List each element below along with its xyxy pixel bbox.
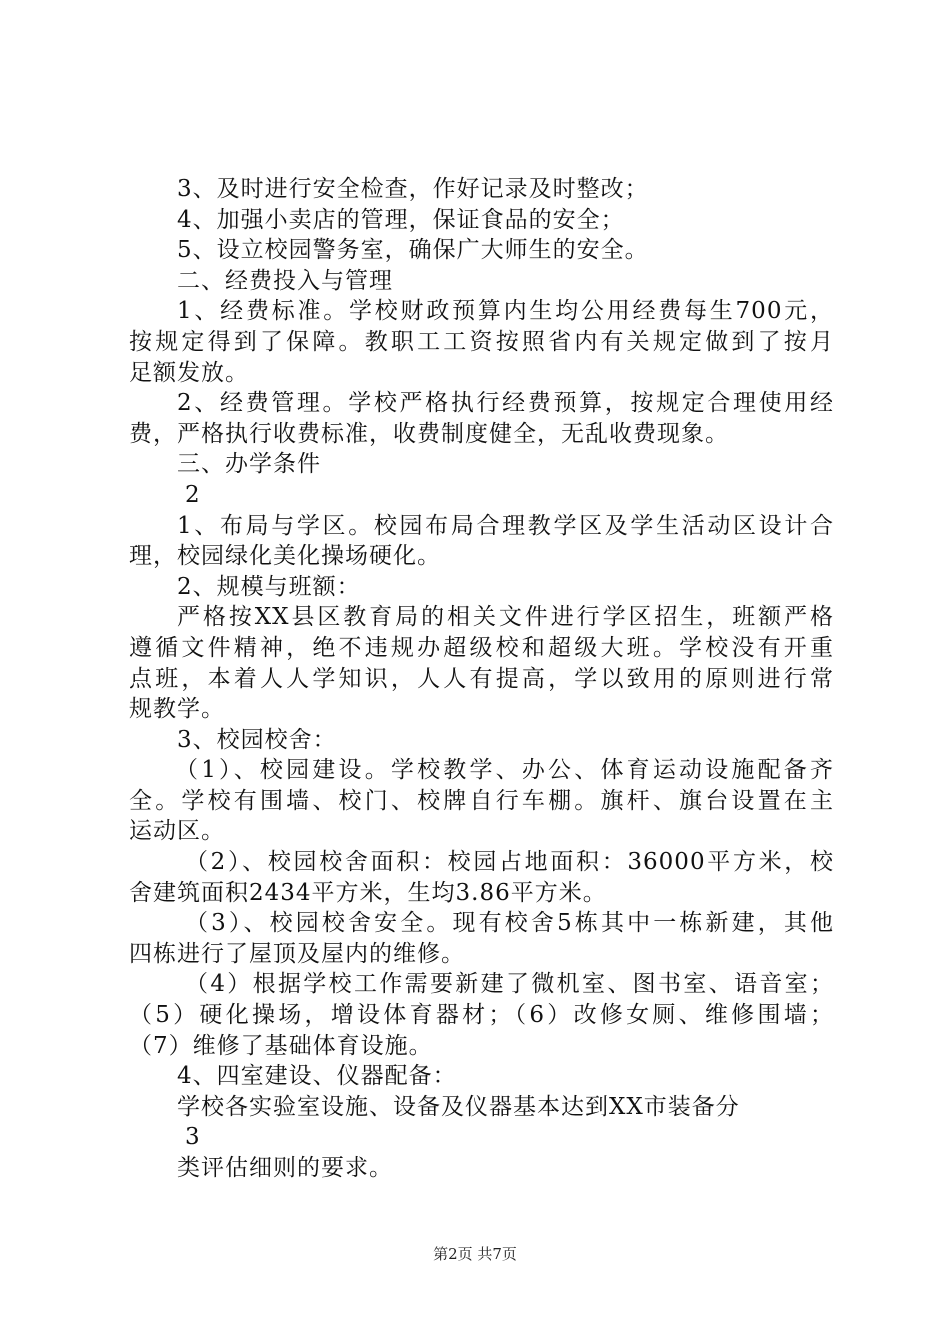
inline-page-number: 2 — [185, 481, 201, 508]
section-heading: 二、经费投入与管理 — [177, 267, 393, 294]
text-line: 学校各实验室设施、设备及仪器基本达到XX市装备分 — [177, 1093, 740, 1120]
text-line: （3）、校园校舍安全。现有校舍5栋其中一栋新建，其他 — [185, 910, 834, 937]
document-body — [129, 174, 834, 1184]
text-line: 按规定得到了保障。教职工工资按照省内有关规定做到了按月 — [129, 328, 834, 355]
text-line: 3、及时进行安全检查，作好记录及时整改； — [177, 176, 649, 202]
text-line: 4、加强小卖店的管理，保证食品的安全； — [177, 206, 625, 233]
text-line: 四栋进行了屋顶及屋内的维修。 — [129, 940, 465, 967]
text-line: 费，严格执行收费标准，收费制度健全，无乱收费现象。 — [129, 420, 729, 447]
text-line: 舍建筑面积2434平方米，生均3.86平方米。 — [129, 879, 607, 906]
page-footer: 第2页 共7页 — [433, 1245, 517, 1263]
text-line: 严格按XX县区教育局的相关文件进行学区招生，班额严格 — [177, 604, 834, 631]
text-line: （5）硬化操场，增设体育器材；（6）改修女厕、维修围墙； — [129, 1002, 834, 1029]
text-line: 运动区。 — [129, 818, 225, 845]
text-line: 规教学。 — [129, 696, 225, 723]
text-line: 2、规模与班额： — [177, 573, 361, 600]
inline-page-number: 3 — [185, 1124, 201, 1151]
text-line: 5、设立校园警务室，确保广大师生的安全。 — [177, 237, 649, 264]
text-line: （1）、校园建设。学校教学、办公、体育运动设施配备齐 — [175, 757, 834, 784]
text-line: （2）、校园校舍面积：校园占地面积：36000平方米，校 — [185, 849, 834, 876]
text-line: （7）维修了基础体育设施。 — [129, 1032, 433, 1059]
text-line: 全。学校有围墙、校门、校牌自行车棚。旗杆、旗台设置在主 — [129, 787, 834, 814]
text-line: 类评估细则的要求。 — [177, 1155, 393, 1181]
text-line: （4）根据学校工作需要新建了微机室、图书室、语音室； — [185, 971, 834, 998]
text-line: 1、经费标准。学校财政预算内生均公用经费每生700元， — [177, 298, 834, 325]
text-line: 理，校园绿化美化操场硬化。 — [129, 543, 441, 570]
text-line: 3、校园校舍： — [177, 726, 337, 753]
section-heading: 三、办学条件 — [177, 451, 321, 478]
text-line: 4、四室建设、仪器配备： — [177, 1063, 457, 1090]
text-line: 1、布局与学区。校园布局合理教学区及学生活动区设计合 — [177, 512, 834, 539]
text-line: 足额发放。 — [129, 359, 249, 386]
text-line: 点班，本着人人学知识，人人有提高，学以致用的原则进行常 — [129, 665, 834, 692]
text-line: 遵循文件精神，绝不违规办超级校和超级大班。学校没有开重 — [129, 634, 834, 661]
text-line: 2、经费管理。学校严格执行经费预算，按规定合理使用经 — [177, 390, 834, 417]
